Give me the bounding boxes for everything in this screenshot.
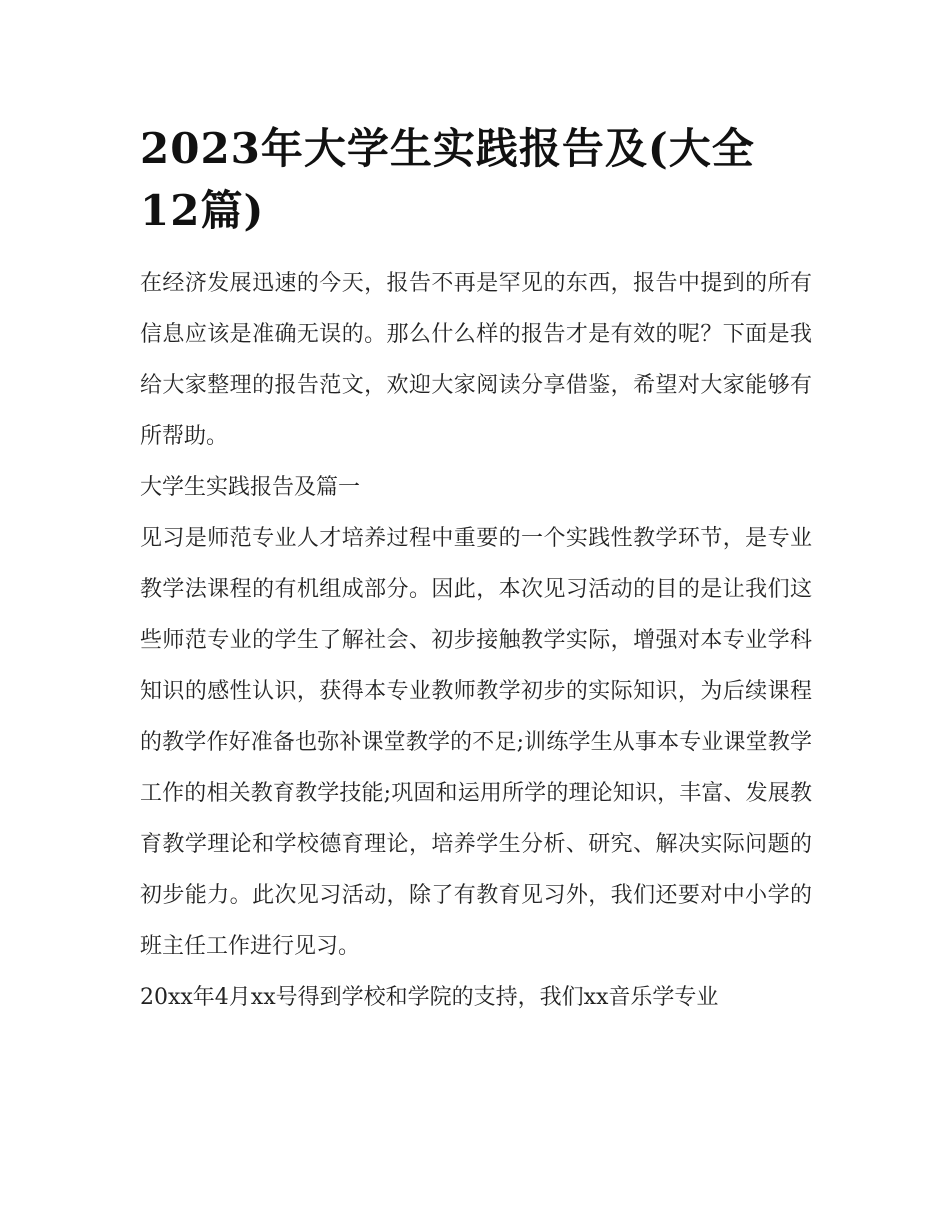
body-paragraph-2: 20xx年4月xx号得到学校和学院的支持，我们xx音乐学专业 [140, 985, 719, 1010]
document-title: 2023年大学生实践报告及(大全12篇) [140, 124, 755, 235]
body-paragraph-1: 见习是师范专业人才培养过程中重要的一个实践性教学环节，是专业教学法课程的有机组成部分。因此，本次见习活动的目的是让我们这些师范专业的学生了解社会、初步接触教学实际，增强对本专业学科知识的感性认识，获得本专业教师教学初步的实际知识，为后续课程的教学作好准备也弥补课堂教学的不足;训练学生从事本专业课堂教学工作的相关教育教学技能;巩固和运用所学的理论知识，丰富、发展教育教学理论和学校德育理论，培养学生分析、研究、解决实际问题的初步能力。此次见习活动，除了有教育见习外，我们还要对中小学的班主任工作进行见习。 [140, 526, 812, 959]
document-body [140, 118, 812, 1023]
section-heading: 大学生实践报告及篇一 [140, 475, 361, 500]
intro-paragraph: 在经济发展迅速的今天，报告不再是罕见的东西，报告中提到的所有信息应该是准确无误的。那么什么样的报告才是有效的呢？下面是我给大家整理的报告范文，欢迎大家阅读分享借鉴，希望对大家能够有所帮助。 [140, 271, 812, 449]
